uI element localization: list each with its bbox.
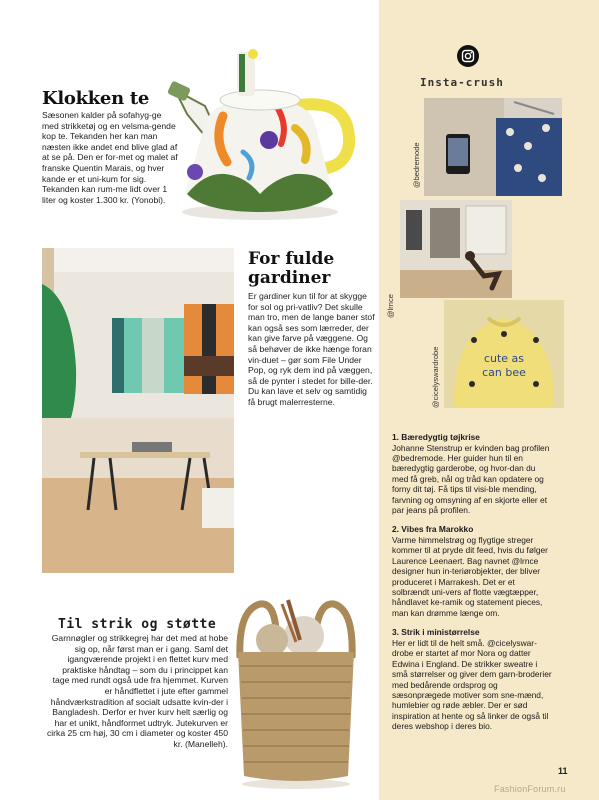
cicelyswardrobe-photo: [444, 300, 564, 408]
bedremode-photo: [424, 98, 562, 196]
list-item: [392, 524, 552, 618]
sweater-text-line2: can bee: [482, 366, 526, 379]
item-title: 1. Bæredygtig tøjkrise: [392, 432, 480, 442]
insta-list: [392, 432, 552, 741]
item-title: 2. Vibes fra Marokko: [392, 524, 474, 535]
insta-crush-title: Insta-crush: [420, 76, 504, 89]
curtains-text: Er gardiner kun til for at skygge for sol og pri-vatliv? Det skulle man tro, men de lange baner stof kan også ses som lærreder, der kan give farve på væggene. Og så behøver de ikke hænge foran vin-duet – gør som File Under Pop, og ryk dem ind på væggen, så de pynter i stedet for bille-der. Du kan lave et selv og samtidig få brugt malerresterne.: [248, 291, 375, 407]
knitting-text: Garnnøgler og strikkegrej har det med at hobe sig op, når først man er i gang. Saml det igangværende projekt i en flettet kurv med praktiske håndtag – som du i princippet kan tage med rundt også ude fra hjemmet. Kurven er håndflettet i jute efter gammel håndværkstradition af socialt udsatte kvin-der i Bangladesh. Derfor er hver kurv helt særlig og har et unikt, håndformet udtryk. Jutekurven er cirka 25 cm høj, 30 cm i diameter og koster 450 kr. (Manelleh).: [46, 633, 228, 749]
handle-bedremode: @bedremode: [412, 142, 421, 188]
teapot-photo: [165, 44, 355, 224]
handle-cicelyswardrobe: @cicelyswardrobe: [431, 346, 440, 408]
room-photo: [42, 248, 234, 573]
knitting-title: Til strik og støtte: [58, 617, 217, 632]
list-item: [392, 432, 552, 515]
watermark: FashionForum.ru: [494, 784, 566, 794]
basket-photo: [230, 590, 362, 790]
item-text: Johanne Stenstrup er kvinden bag profilen @bedremode. Her guider hun til en bæredygtig garderobe, og hvor-dan du med få greb, nål og tråd kan opdatere og forny dit tøj. Få tips til visi-ble mending, farvning og omsyning af en skjorte eller et par jeans på profilen.: [392, 442, 550, 516]
item-text: Varme himmelstrøg og flygtige streger kommer til at pryde dit feed, hvis du følger Laurence Leenaert. Bag navnet @lrnce designer hun in-teriørobjekter, der bliver produceret i Marrakesh. Det er et solbrændt uni-vers af flotte vægtæpper, håndlavet ke-ramik og statement pieces, man kan drømme længe om.: [392, 535, 548, 618]
teapot-title: Klokken te: [42, 88, 150, 109]
teapot-text: Sæsonen kalder på sofahyg-ge med strikketøj og en velsma-gende kop te. Tekanden her kan man næsten ikke andet end blive glad af at se på. Den er for-met og malet af franske Quentin Marais, og hver kande er et uni-kum for sig. Tekanden kan rum-me lidt over 1 liter og koster 1.300 kr. (Yonobi).: [42, 110, 178, 205]
item-text: Her er lidt til de helt små. @cicelyswar-drobe er startet af mor Nora og datter Edwina i England. De strikker sweatre i små størrelser og giver dem garn-broderier med bedårende ordsprog og sæsonprægede motiver som sne-mænd, humlebier og røde æbler. Der er sød inspiration at hente og så linker de også til deres webshop i deres bio.: [392, 637, 552, 732]
sweater-text-line1: cute as: [483, 352, 525, 365]
lrnce-photo: [400, 200, 512, 298]
list-item: [392, 627, 552, 731]
curtains-title: [248, 250, 334, 288]
curtains-title-line2: gardiner: [248, 268, 331, 288]
instagram-icon: [457, 45, 479, 67]
handle-lrnce: @lrnce: [386, 294, 395, 318]
item-title: 3. Strik i ministørrelse: [392, 627, 480, 638]
page-number: 11: [558, 766, 568, 776]
curtains-title-line1: For fulde: [248, 249, 335, 269]
